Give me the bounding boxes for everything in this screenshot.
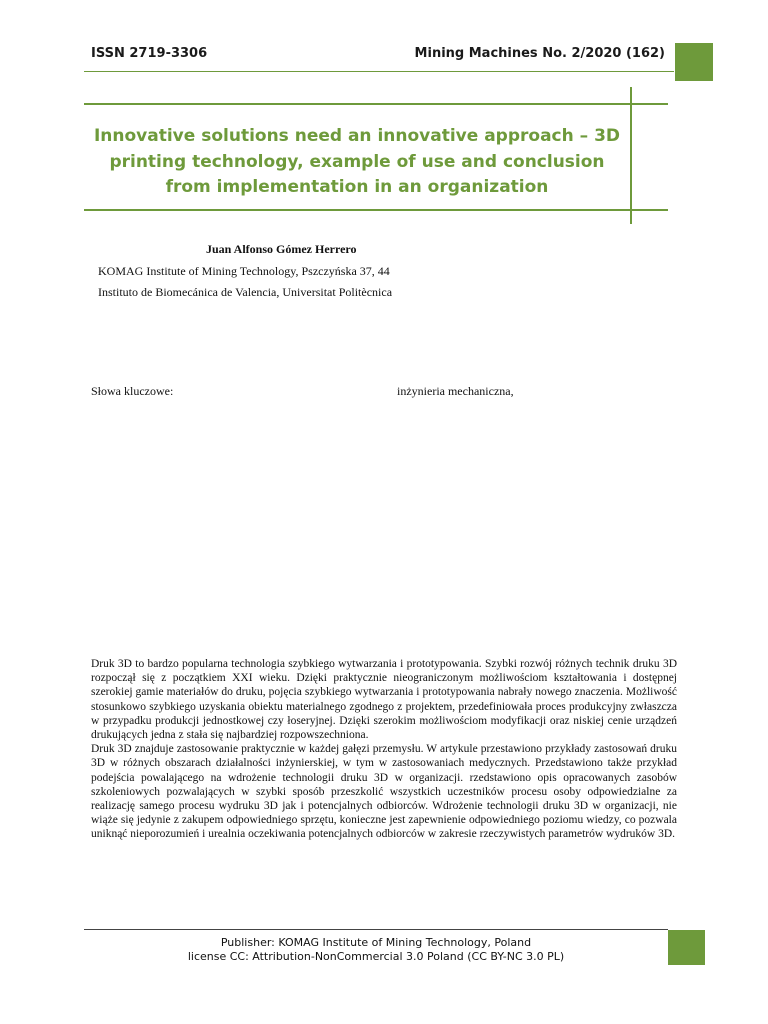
author-name: Juan Alfonso Gómez Herrero: [206, 242, 357, 256]
footer-accent-box: [668, 930, 705, 965]
footer-license: license CC: Attribution-NonCommercial 3.0 Poland (CC BY-NC 3.0 PL): [187, 950, 565, 963]
footer-rule: [84, 929, 668, 930]
header-rule: [84, 71, 674, 72]
keywords-value: inżynieria mechaniczna,: [397, 384, 514, 398]
title-vertical-rule: [630, 87, 632, 224]
article-title: Innovative solutions need an innovative approach – 3D printing technology, example of use and conclusion from implementation in an organization: [93, 126, 621, 197]
abstract-paragraph-2: Druk 3D znajduje zastosowanie praktycznie w każdej gałęzi przemysłu. W artykule przestawiono przykłady zastosowań druku 3D w różnych obszarach działalności inżynierskiej, w tym w zastosowaniach medycznych. Przedstawiono także przykład podejścia powalającego na wdrożenie technologii druku 3D w organizacji. rzedstawiono opis opracowanych zasobów szkoleniowych pozwalających w szybki sposób przeszkolić wszystkich uczestników procesu osoby odpowiedzialne za realizację samego procesu wydruku 3D jak i potencjalnych odbiorców. Wdrożenie technologii druku 3D w organizacji, nie wiąże się jedynie z zakupem odpowiedniego sprzętu, konieczne jest zapewnienie odpowiedniego poziomu wiedzy, co pozwala uniknąć nieporozumień i urealnia oczekiwania potencjalnych odbiorców w zakresie rzeczywistych parametrów wydruków 3D.: [91, 743, 677, 841]
footer-publisher: Publisher: KOMAG Institute of Mining Technology, Poland: [220, 936, 532, 949]
title-rule-top: [84, 103, 668, 105]
abstract-paragraph-1: Druk 3D to bardzo popularna technologia szybkiego wytwarzania i prototypowania. Szybki rozwój różnych technik druku 3D rozpoczął się z początkiem XXI wieku. Dzięki praktycznie nieograniczonym możliwościom kształtowania i dostępnej szerokiej gamie materiałów do druku, pojęcia szybkiego wytwarzania i prototypowania nabrały nowego znaczenia. Możliwość stosunkowo szybkiego uzyskania obiektu materialnego zgodnego z projektem, przedefiniowała proces produkcyjny zwłaszcza w przypadku produkcji jednostkowej czy łoseryjnej. Dzięki szerokim możliwościom modyfikacji oraz niskiej cenie urządzeń drukujących jedna z stała się najbardziej rozpowszechniona.: [91, 658, 677, 742]
abstract: [91, 657, 677, 842]
affiliation-2: Instituto de Biomecánica de Valencia, Universitat Politècnica: [98, 285, 393, 299]
title-rule-bottom: [84, 209, 668, 211]
keywords-label: Słowa kluczowe:: [91, 384, 174, 398]
journal-issue-label: Mining Machines No. 2/2020 (162): [414, 46, 665, 61]
issn-label: ISSN 2719-3306: [91, 46, 208, 61]
header-accent-box: [675, 43, 713, 81]
affiliation-1: KOMAG Institute of Mining Technology, Pszczyńska 37, 44: [98, 264, 390, 278]
